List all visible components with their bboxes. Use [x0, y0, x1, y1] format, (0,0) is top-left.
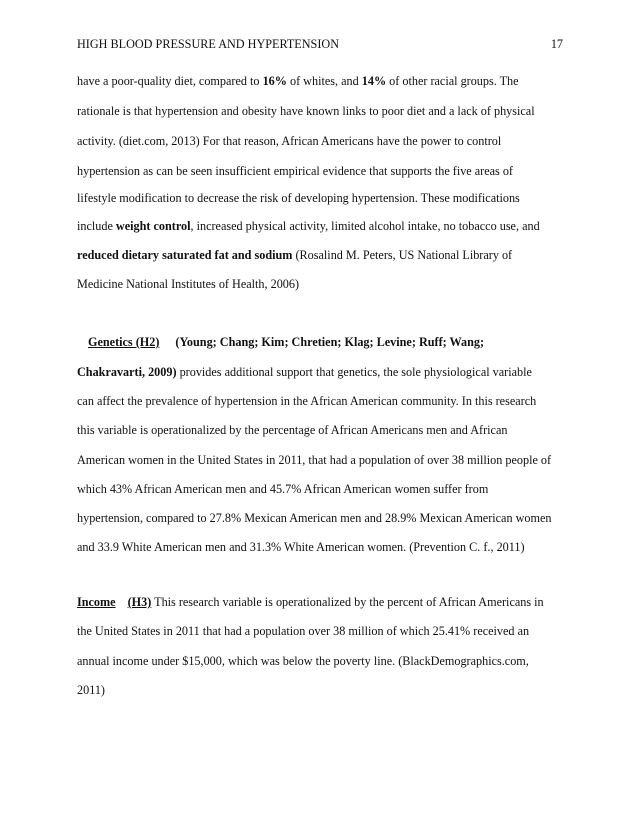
- p1-line-5: lifestyle modification to decrease the risk of developing hypertension. These modifications: [77, 191, 520, 205]
- p2-line-4: this variable is operationalized by the percentage of African Americans men and African: [77, 423, 508, 437]
- income-heading-tag: (H3): [127, 595, 152, 609]
- text: , increased physical activity, limited alcohol intake, no tobacco use, and: [190, 219, 540, 233]
- page-header: [77, 37, 563, 52]
- p3-line-4: 2011): [77, 683, 105, 697]
- income-heading: Income: [77, 595, 116, 609]
- p1-line-6: [77, 219, 540, 234]
- bold-text: Chakravarti, 2009): [77, 365, 177, 379]
- p1-line-8: Medicine National Institutes of Health, 2006): [77, 277, 300, 291]
- p2-line-6: which 43% African American men and 45.7% African American women suffer from: [77, 482, 489, 496]
- bold-text: (Young; Chang; Kim; Chretien; Klag; Levine; Ruff; Wang;: [175, 335, 485, 349]
- page-number: 17: [550, 37, 563, 51]
- p2-line-7: hypertension, compared to 27.8% Mexican American men and 28.9% Mexican American women: [77, 511, 552, 525]
- p3-line-2: the United States in 2011 that had a population over 38 million of which 25.41% received an: [77, 624, 530, 638]
- text: provides additional support that genetics, the sole physiological variable: [176, 365, 532, 379]
- bold-text: weight control: [115, 219, 191, 233]
- bold-text: 14%: [361, 74, 387, 88]
- genetics-heading: Genetics (H2): [88, 335, 160, 349]
- p2-line-2: [77, 365, 532, 380]
- p1-line-7: [77, 248, 512, 263]
- p2-line-1: [88, 335, 484, 350]
- p1-line-4: hypertension as can be seen insufficient empirical evidence that supports the five areas of: [77, 164, 513, 178]
- bold-text: reduced dietary saturated fat and sodium: [77, 248, 293, 262]
- p1-line-1: [77, 74, 519, 89]
- p3-line-1: [77, 595, 544, 610]
- p2-line-8: and 33.9 White American men and 31.3% White American women. (Prevention C. f., 2011): [77, 540, 525, 554]
- bold-text: 16%: [262, 74, 287, 88]
- p1-line-2: rationale is that hypertension and obesity have known links to poor diet and a lack of physical: [77, 104, 535, 118]
- p2-line-3: can affect the prevalence of hypertension in the African American community. In this research: [77, 394, 537, 408]
- text: This research variable is operationalized by the percent of African Americans in: [151, 595, 544, 609]
- p2-line-5: American women in the United States in 2011, that had a population of over 38 million people of: [77, 453, 552, 467]
- p1-line-3: activity. (diet.com, 2013) For that reason, African Americans have the power to control: [77, 134, 502, 148]
- text: of whites, and: [286, 74, 362, 88]
- text: have a poor-quality diet, compared to: [77, 74, 263, 88]
- running-head: HIGH BLOOD PRESSURE AND HYPERTENSION: [77, 37, 339, 51]
- text: include: [77, 219, 116, 233]
- p3-line-3: annual income under $15,000, which was below the poverty line. (BlackDemographics.com,: [77, 654, 529, 668]
- text: of other racial groups. The: [386, 74, 519, 88]
- text: (Rosalind M. Peters, US National Library of: [292, 248, 513, 262]
